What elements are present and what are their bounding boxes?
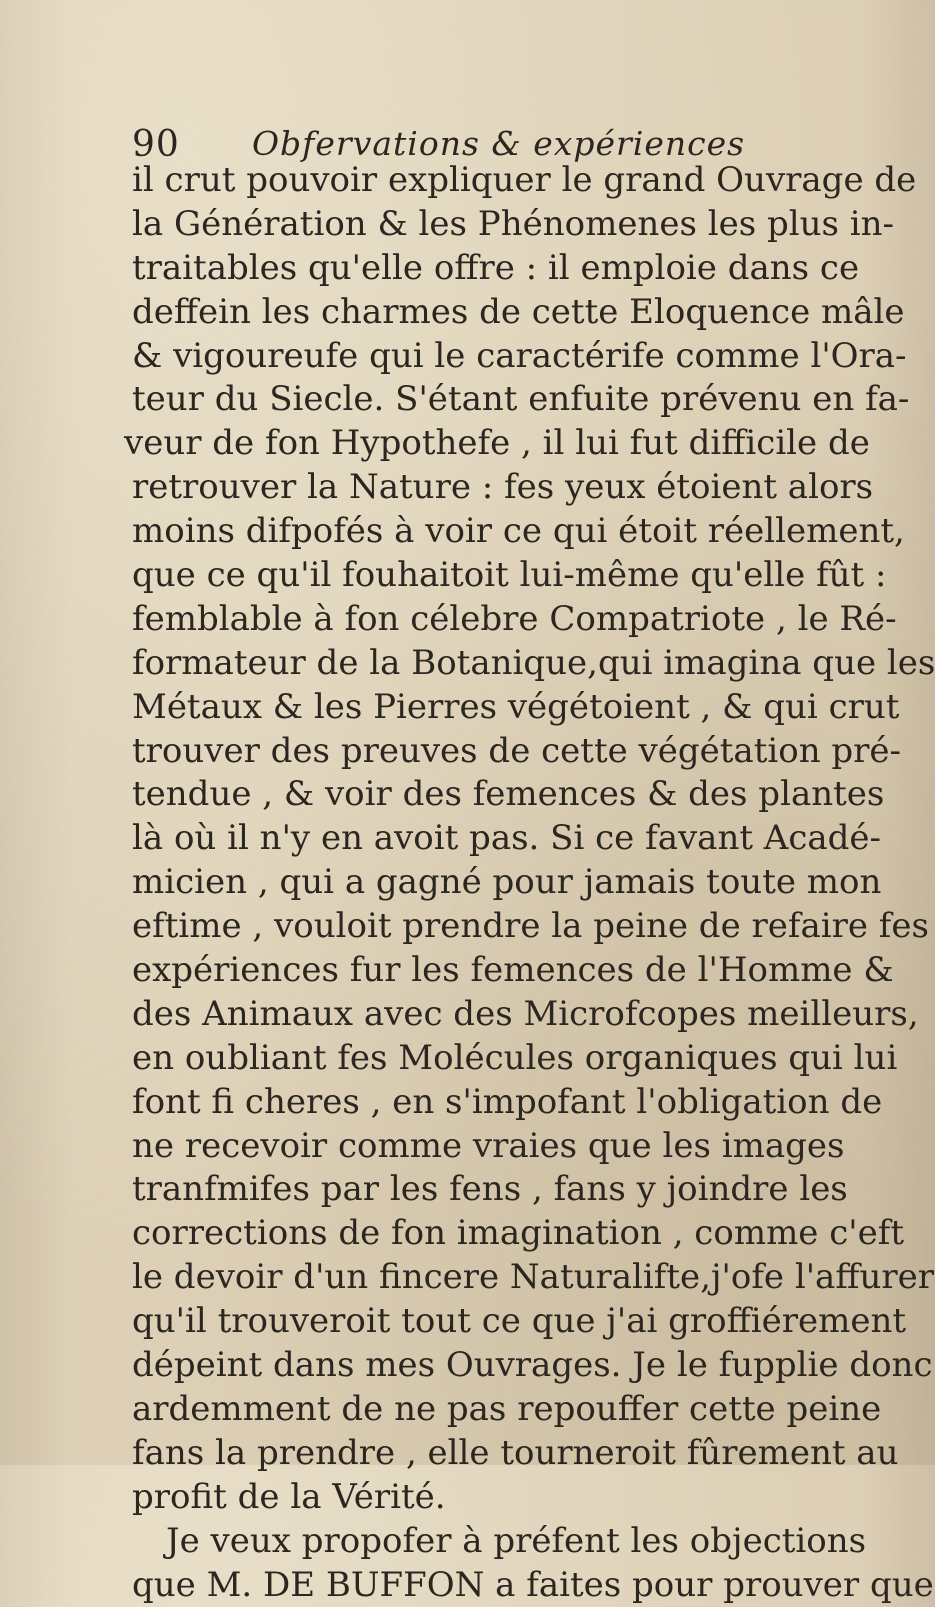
text-line: là où il n'y en avoit pas. Si ce favant Acadé- xyxy=(132,817,772,861)
text-line: micien , qui a gagné pour jamais toute mon xyxy=(132,861,772,905)
text-line: ne recevoir comme vraies que les images xyxy=(132,1125,772,1169)
running-title: Obfervations & expériences xyxy=(252,124,745,163)
text-line: le devoir d'un fincere Naturalifte,j'ofe l'affurer xyxy=(132,1256,772,1300)
text-line: qu'il trouveroit tout ce que j'ai groffiérement xyxy=(132,1300,772,1344)
text-line: formateur de la Botanique,qui imagina que les xyxy=(132,642,772,686)
text-line: deffein les charmes de cette Eloquence mâle xyxy=(132,291,772,335)
text-line: femblable à fon célebre Compatriote , le Ré- xyxy=(132,598,772,642)
text-line: traitables qu'elle offre : il emploie dans ce xyxy=(132,247,772,291)
text-line: que ce qu'il fouhaitoit lui-même qu'elle fût : xyxy=(132,554,772,598)
text-line: dépeint dans mes Ouvrages. Je le fupplie donc xyxy=(132,1344,772,1388)
text-line: retrouver la Nature : fes yeux étoient alors xyxy=(132,466,772,510)
text-line: que M. DE BUFFON a faites pour prouver que xyxy=(132,1564,772,1607)
text-line: font fi cheres , en s'impofant l'obligation de xyxy=(132,1081,772,1125)
text-line: la Génération & les Phénomenes les plus in- xyxy=(132,203,772,247)
text-line: expériences fur les femences de l'Homme & xyxy=(132,949,772,993)
text-line: des Animaux avec des Microfcopes meilleurs, xyxy=(132,993,772,1037)
paragraph-start-line: Je veux propofer à préfent les objections xyxy=(132,1520,772,1564)
text-line: tranfmifes par les fens , fans y joindre les xyxy=(132,1168,772,1212)
text-line: en oubliant fes Molécules organiques qui lui xyxy=(132,1037,772,1081)
text-line: veur de fon Hypothefe , il lui fut difficile de xyxy=(124,422,772,466)
text-line: il crut pouvoir expliquer le grand Ouvrage de xyxy=(132,159,772,203)
text-line: moins difpofés à voir ce qui étoit réellement, xyxy=(132,510,772,554)
text-line: corrections de fon imagination , comme c'eft xyxy=(132,1212,772,1256)
text-line: trouver des preuves de cette végétation pré- xyxy=(132,730,772,774)
body-text xyxy=(132,159,772,1607)
paragraph-end-line: profit de la Vérité. xyxy=(132,1476,772,1520)
text-line: eftime , vouloit prendre la peine de refaire fes xyxy=(132,905,772,949)
text-line: Métaux & les Pierres végétoient , & qui crut xyxy=(132,686,772,730)
text-line: ardemment de ne pas repouffer cette peine xyxy=(132,1388,772,1432)
text-line: tendue , & voir des femences & des plantes xyxy=(132,773,772,817)
text-line: & vigoureufe qui le caractérife comme l'Ora- xyxy=(132,335,772,379)
page-number: 90 xyxy=(132,124,180,165)
text-line: teur du Siecle. S'étant enfuite prévenu en fa- xyxy=(132,378,772,422)
text-line: fans la prendre , elle tourneroit fûrement au xyxy=(132,1432,772,1476)
